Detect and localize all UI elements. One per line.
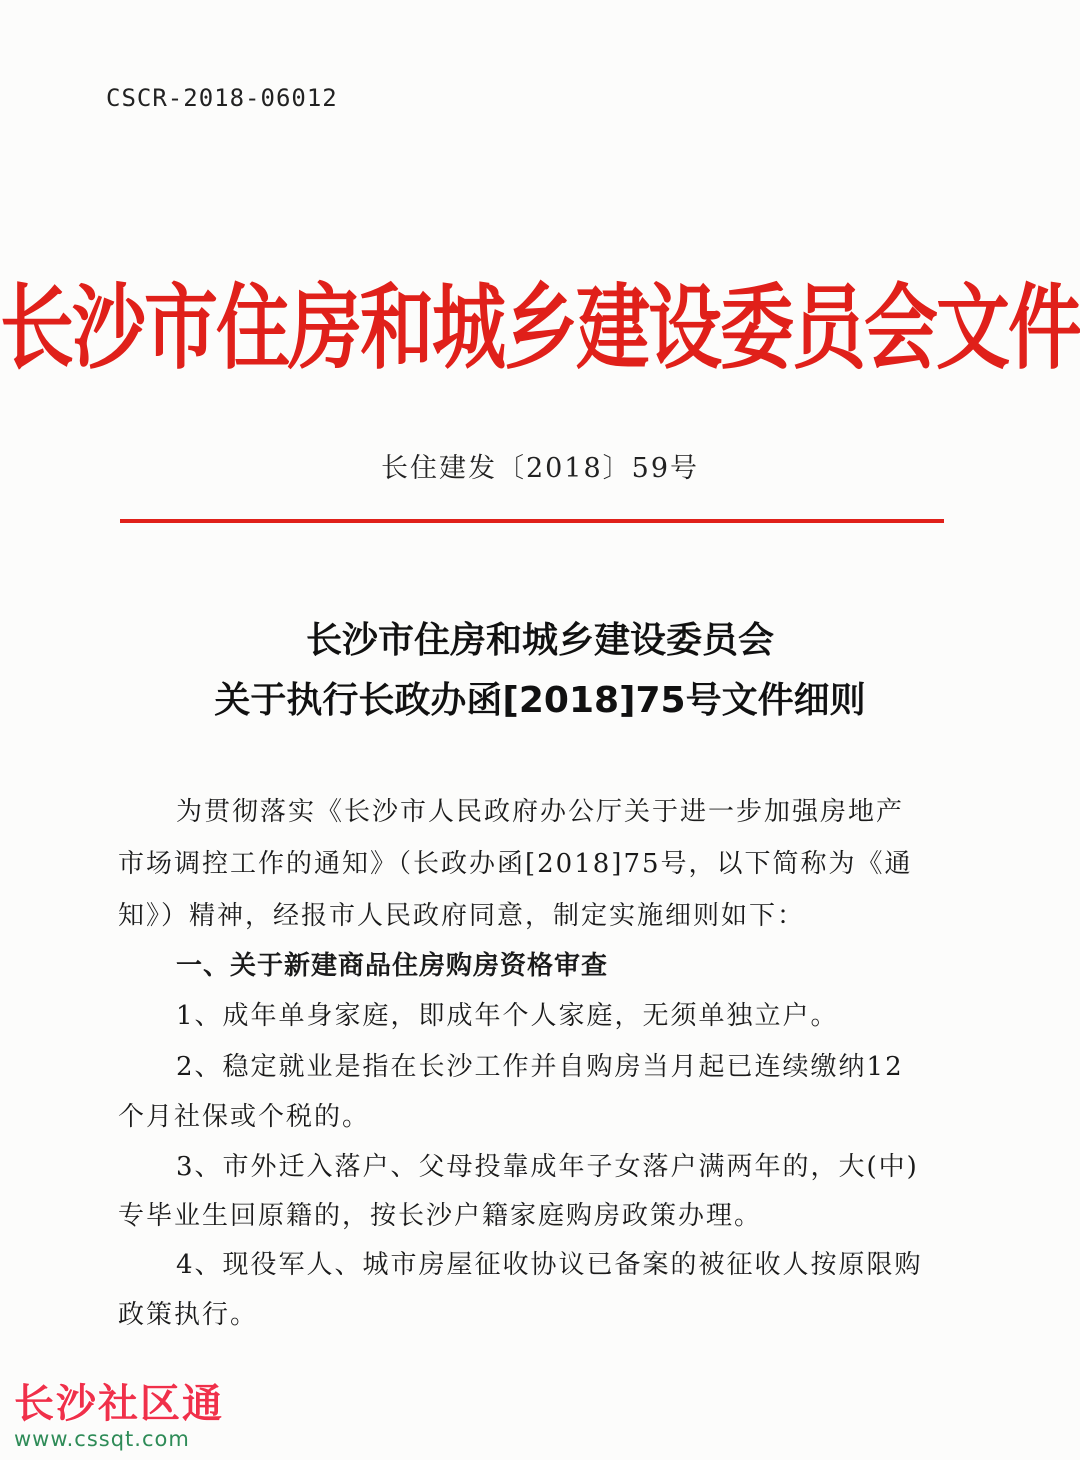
body-line: 专毕业生回原籍的，按长沙户籍家庭购房政策办理。 <box>118 1201 763 1231</box>
body-line: 2、稳定就业是指在长沙工作并自购房当月起已连续缴纳12 <box>176 1052 904 1082</box>
watermark <box>14 1382 224 1452</box>
body-line: 4、现役军人、城市房屋征收协议已备案的被征收人按原限购 <box>176 1250 923 1280</box>
document-code: CSCR-2018-06012 <box>106 84 338 112</box>
body-line: 1、成年单身家庭，即成年个人家庭，无须单独立户。 <box>176 1001 839 1031</box>
issuing-authority-header: 长沙市住房和城乡建设委员会文件 <box>0 275 1080 383</box>
red-divider-line <box>120 519 944 523</box>
body-line: 3、市外迁入落户、父母投靠成年子女落户满两年的，大(中) <box>176 1152 919 1182</box>
section-heading: 一、关于新建商品住房购房资格审查 <box>176 951 609 981</box>
body-line: 知》）精神，经报市人民政府同意，制定实施细则如下： <box>118 901 806 931</box>
document-title-line-2: 关于执行长政办函[2018]75号文件细则 <box>214 680 866 721</box>
document-number: 长住建发〔2018〕59号 <box>380 453 700 484</box>
watermark-url: www.cssqt.com <box>14 1427 190 1451</box>
body-line: 市场调控工作的通知》（长政办函[2018]75号，以下简称为《通 <box>118 849 913 879</box>
body-line: 为贯彻落实《长沙市人民政府办公厅关于进一步加强房地产 <box>176 797 905 827</box>
body-line: 个月社保或个税的。 <box>118 1102 371 1132</box>
body-line: 政策执行。 <box>118 1300 259 1330</box>
document-title-line-1: 长沙市住房和城乡建设委员会 <box>305 620 774 661</box>
watermark-title: 长沙社区通 <box>14 1381 224 1427</box>
